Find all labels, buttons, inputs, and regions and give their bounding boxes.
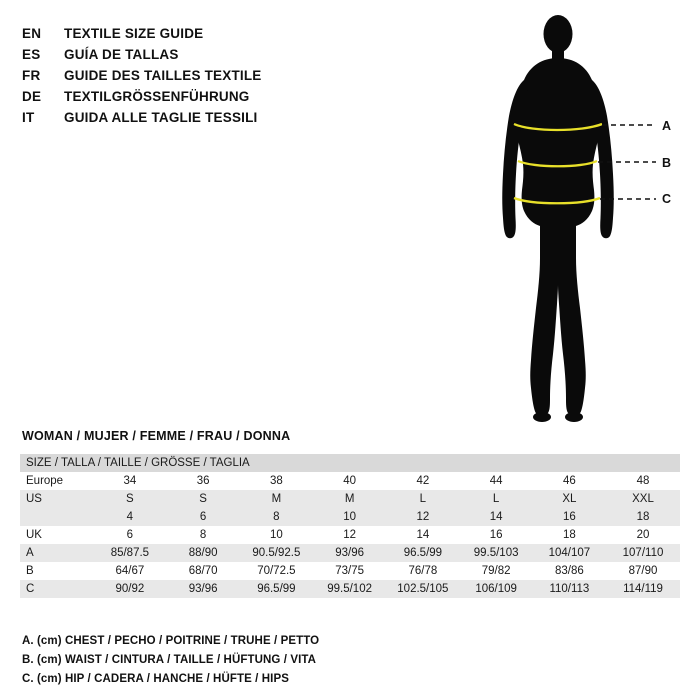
table-cell: 18 bbox=[606, 508, 680, 526]
table-cell: 12 bbox=[313, 526, 386, 544]
table-cell: 40 bbox=[313, 472, 386, 490]
language-title: GUÍA DE TALLAS bbox=[64, 47, 179, 62]
table-cell: L bbox=[460, 490, 533, 508]
table-cell: 73/75 bbox=[313, 562, 386, 580]
language-code: FR bbox=[22, 68, 41, 83]
footnote-hip: C. (cm) HIP / CADERA / HANCHE / HÜFTE / HIPS bbox=[22, 673, 290, 685]
table-header-label: SIZE / TALLA / TAILLE / GRÖSSE / TAGLIA bbox=[20, 454, 680, 472]
table-cell: 10 bbox=[313, 508, 386, 526]
table-cell: 38 bbox=[240, 472, 313, 490]
table-cell: 70/72.5 bbox=[240, 562, 313, 580]
table-cell: 18 bbox=[533, 526, 606, 544]
row-label: C bbox=[20, 580, 93, 598]
table-cell: 102.5/105 bbox=[386, 580, 459, 598]
row-label: US bbox=[20, 490, 93, 508]
table-cell: 85/87.5 bbox=[93, 544, 166, 562]
hip-label: C bbox=[662, 192, 672, 206]
table-cell: 99.5/102 bbox=[313, 580, 386, 598]
table-cell: 96.5/99 bbox=[240, 580, 313, 598]
table-cell: 110/113 bbox=[533, 580, 606, 598]
table-cell: 90.5/92.5 bbox=[240, 544, 313, 562]
table-row bbox=[20, 544, 680, 562]
table-cell: L bbox=[386, 490, 459, 508]
table-cell: 16 bbox=[533, 508, 606, 526]
table-cell: 46 bbox=[533, 472, 606, 490]
footnote-waist: B. (cm) WAIST / CINTURA / TAILLE / HÜFTUNG / VITA bbox=[22, 654, 317, 666]
table-cell: M bbox=[240, 490, 313, 508]
female-silhouette-icon bbox=[470, 8, 695, 428]
table-cell: 64/67 bbox=[93, 562, 166, 580]
chest-label: A bbox=[662, 119, 672, 133]
table-cell: S bbox=[167, 490, 240, 508]
table-cell: 16 bbox=[460, 526, 533, 544]
table-cell: 93/96 bbox=[167, 580, 240, 598]
row-label: UK bbox=[20, 526, 93, 544]
table-cell: XL bbox=[533, 490, 606, 508]
table-cell: 12 bbox=[386, 508, 459, 526]
table-row bbox=[20, 562, 680, 580]
language-title: GUIDA ALLE TAGLIE TESSILI bbox=[64, 110, 258, 125]
table-cell: 83/86 bbox=[533, 562, 606, 580]
size-table bbox=[20, 454, 680, 598]
table-cell: XXL bbox=[606, 490, 680, 508]
table-row bbox=[20, 526, 680, 544]
row-label: Europe bbox=[20, 472, 93, 490]
table-cell: S bbox=[93, 490, 166, 508]
table-cell: 88/90 bbox=[167, 544, 240, 562]
table-cell: 20 bbox=[606, 526, 680, 544]
language-title: TEXTILE SIZE GUIDE bbox=[64, 26, 204, 41]
table-cell: 4 bbox=[93, 508, 166, 526]
row-label: A bbox=[20, 544, 93, 562]
section-title-woman: WOMAN / MUJER / FEMME / FRAU / DONNA bbox=[22, 429, 291, 443]
language-code: IT bbox=[22, 110, 35, 125]
language-code: DE bbox=[22, 89, 42, 104]
language-title: TEXTILGRÖSSENFÜHRUNG bbox=[64, 89, 250, 104]
table-cell: 76/78 bbox=[386, 562, 459, 580]
row-label: B bbox=[20, 562, 93, 580]
table-cell: 44 bbox=[460, 472, 533, 490]
table-cell: 8 bbox=[167, 526, 240, 544]
table-cell: 107/110 bbox=[606, 544, 680, 562]
table-cell: 90/92 bbox=[93, 580, 166, 598]
language-row bbox=[22, 26, 482, 47]
table-cell: 87/90 bbox=[606, 562, 680, 580]
language-title: GUIDE DES TAILLES TEXTILE bbox=[64, 68, 262, 83]
row-label bbox=[20, 508, 93, 526]
language-row bbox=[22, 110, 482, 131]
language-row bbox=[22, 89, 482, 110]
waist-label: B bbox=[662, 156, 672, 170]
table-cell: 6 bbox=[167, 508, 240, 526]
language-row bbox=[22, 47, 482, 68]
table-cell: 34 bbox=[93, 472, 166, 490]
language-row bbox=[22, 68, 482, 89]
measurement-figure bbox=[470, 8, 695, 428]
table-row bbox=[20, 508, 680, 526]
table-cell: 36 bbox=[167, 472, 240, 490]
table-cell: 106/109 bbox=[460, 580, 533, 598]
table-cell: M bbox=[313, 490, 386, 508]
table-cell: 96.5/99 bbox=[386, 544, 459, 562]
table-cell: 6 bbox=[93, 526, 166, 544]
table-cell: 68/70 bbox=[167, 562, 240, 580]
table-cell: 79/82 bbox=[460, 562, 533, 580]
table-cell: 14 bbox=[460, 508, 533, 526]
table-cell: 99.5/103 bbox=[460, 544, 533, 562]
footnote-list bbox=[22, 632, 522, 689]
table-cell: 104/107 bbox=[533, 544, 606, 562]
table-row bbox=[20, 490, 680, 508]
footnote-chest: A. (cm) CHEST / PECHO / POITRINE / TRUHE / PETTO bbox=[22, 635, 320, 647]
table-header-row bbox=[20, 454, 680, 472]
language-code: EN bbox=[22, 26, 42, 41]
table-row bbox=[20, 472, 680, 490]
table-cell: 48 bbox=[606, 472, 680, 490]
table-cell: 10 bbox=[240, 526, 313, 544]
table-row bbox=[20, 580, 680, 598]
table-cell: 114/119 bbox=[606, 580, 680, 598]
language-title-list bbox=[22, 26, 482, 131]
table-cell: 8 bbox=[240, 508, 313, 526]
table-cell: 93/96 bbox=[313, 544, 386, 562]
table-cell: 14 bbox=[386, 526, 459, 544]
language-code: ES bbox=[22, 47, 41, 62]
table-cell: 42 bbox=[386, 472, 459, 490]
